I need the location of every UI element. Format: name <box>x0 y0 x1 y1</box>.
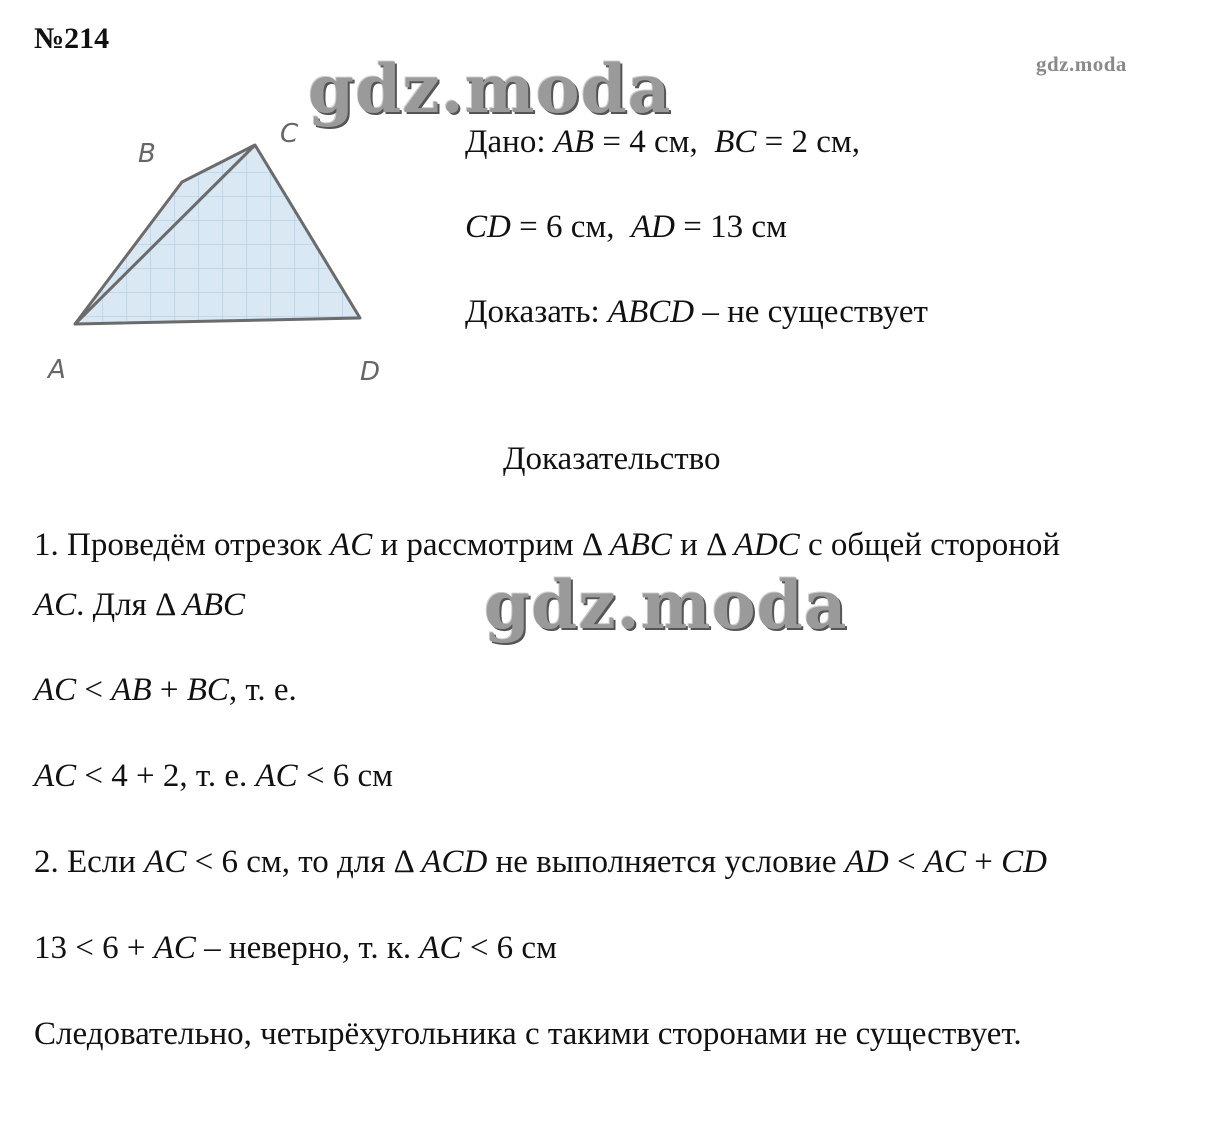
s5-acd: ACD <box>421 844 488 880</box>
seg-ab: AB <box>553 124 595 160</box>
s1-ac: AC <box>330 527 373 563</box>
given-line-2 <box>465 207 787 247</box>
s2-abc: ABC <box>182 587 246 623</box>
s5-ac-2: AC <box>923 844 967 880</box>
quad-name: ABCD <box>607 294 695 330</box>
proof-step-1-cont <box>34 585 245 625</box>
inequality-2 <box>34 756 393 796</box>
s5-plus: + <box>974 844 993 880</box>
watermark-top: gdz.moda <box>308 50 672 128</box>
s5-ac: AC <box>144 844 187 880</box>
s1-text-e: и Δ <box>680 527 726 563</box>
inequality-3 <box>34 928 557 968</box>
s4-ac: AC <box>34 758 77 794</box>
s5-ad: AD <box>844 844 889 880</box>
seg-cd: CD <box>465 209 511 245</box>
proof-step-1 <box>34 525 1060 565</box>
given-line-1 <box>465 122 860 162</box>
s3-bc: BC <box>186 672 229 708</box>
s2-text-b: . Для Δ <box>76 587 175 623</box>
s5-cd: CD <box>1001 844 1047 880</box>
inequality-1 <box>34 670 297 710</box>
bc-value: = 2 см, <box>764 124 861 160</box>
s5-text-c: < 6 см, то для Δ <box>194 844 414 880</box>
seg-bc: BC <box>714 124 757 160</box>
s5-lt: < <box>896 844 916 880</box>
s6-text-e: < 6 см <box>469 930 557 966</box>
s1-text-g: с общей стороной <box>807 527 1061 563</box>
prove-rest: – не существует <box>702 294 928 330</box>
vertex-label-d: D <box>360 357 381 387</box>
s3-plus: + <box>159 672 179 708</box>
ad-value: = 13 см <box>683 209 787 245</box>
watermark-middle: gdz.moda <box>484 566 848 644</box>
s3-tail: , т. е. <box>228 672 297 708</box>
s3-ac: AC <box>34 672 77 708</box>
vertex-label-b: B <box>138 139 156 169</box>
problem-number: №214 <box>34 22 110 55</box>
ab-value: = 4 см, <box>602 124 698 160</box>
s6-ac-2: AC <box>419 930 462 966</box>
s6-ac: AC <box>153 930 196 966</box>
s3-ab: AB <box>111 672 152 708</box>
s2-ac: AC <box>34 587 77 623</box>
grid-paper <box>30 100 410 400</box>
vertex-label-c: C <box>280 119 299 149</box>
s1-text-a: 1. Проведём отрезок <box>34 527 322 563</box>
conclusion: Следовательно, четырёхугольника с такими сторонами не существует. <box>34 1016 1022 1052</box>
s6-text-c: – неверно, т. к. <box>204 930 412 966</box>
s4-text-d: < 6 см <box>305 758 394 794</box>
s4-text-b: < 4 + 2, т. е. <box>84 758 248 794</box>
s5-text-e: не выполняется условие <box>495 844 837 880</box>
prove-label: Доказать: <box>465 294 600 330</box>
quadrilateral-figure <box>30 100 410 400</box>
s6-text-a: 13 < 6 + <box>34 930 146 966</box>
prove-line <box>465 292 928 332</box>
s5-text-a: 2. Если <box>34 844 136 880</box>
given-label: Дано: <box>465 124 546 160</box>
s1-abc: ABC <box>609 527 672 563</box>
seg-ad: AD <box>630 209 675 245</box>
proof-step-2 <box>34 842 1047 882</box>
watermark-small: gdz.moda <box>1036 52 1127 76</box>
proof-heading: Доказательство <box>503 441 721 477</box>
s1-adc: ADC <box>733 527 800 563</box>
cd-value: = 6 см, <box>519 209 615 245</box>
s1-text-c: и рассмотрим Δ <box>380 527 602 563</box>
vertex-label-a: A <box>48 355 66 385</box>
s3-lt: < <box>84 672 104 708</box>
s4-ac-2: AC <box>255 758 298 794</box>
